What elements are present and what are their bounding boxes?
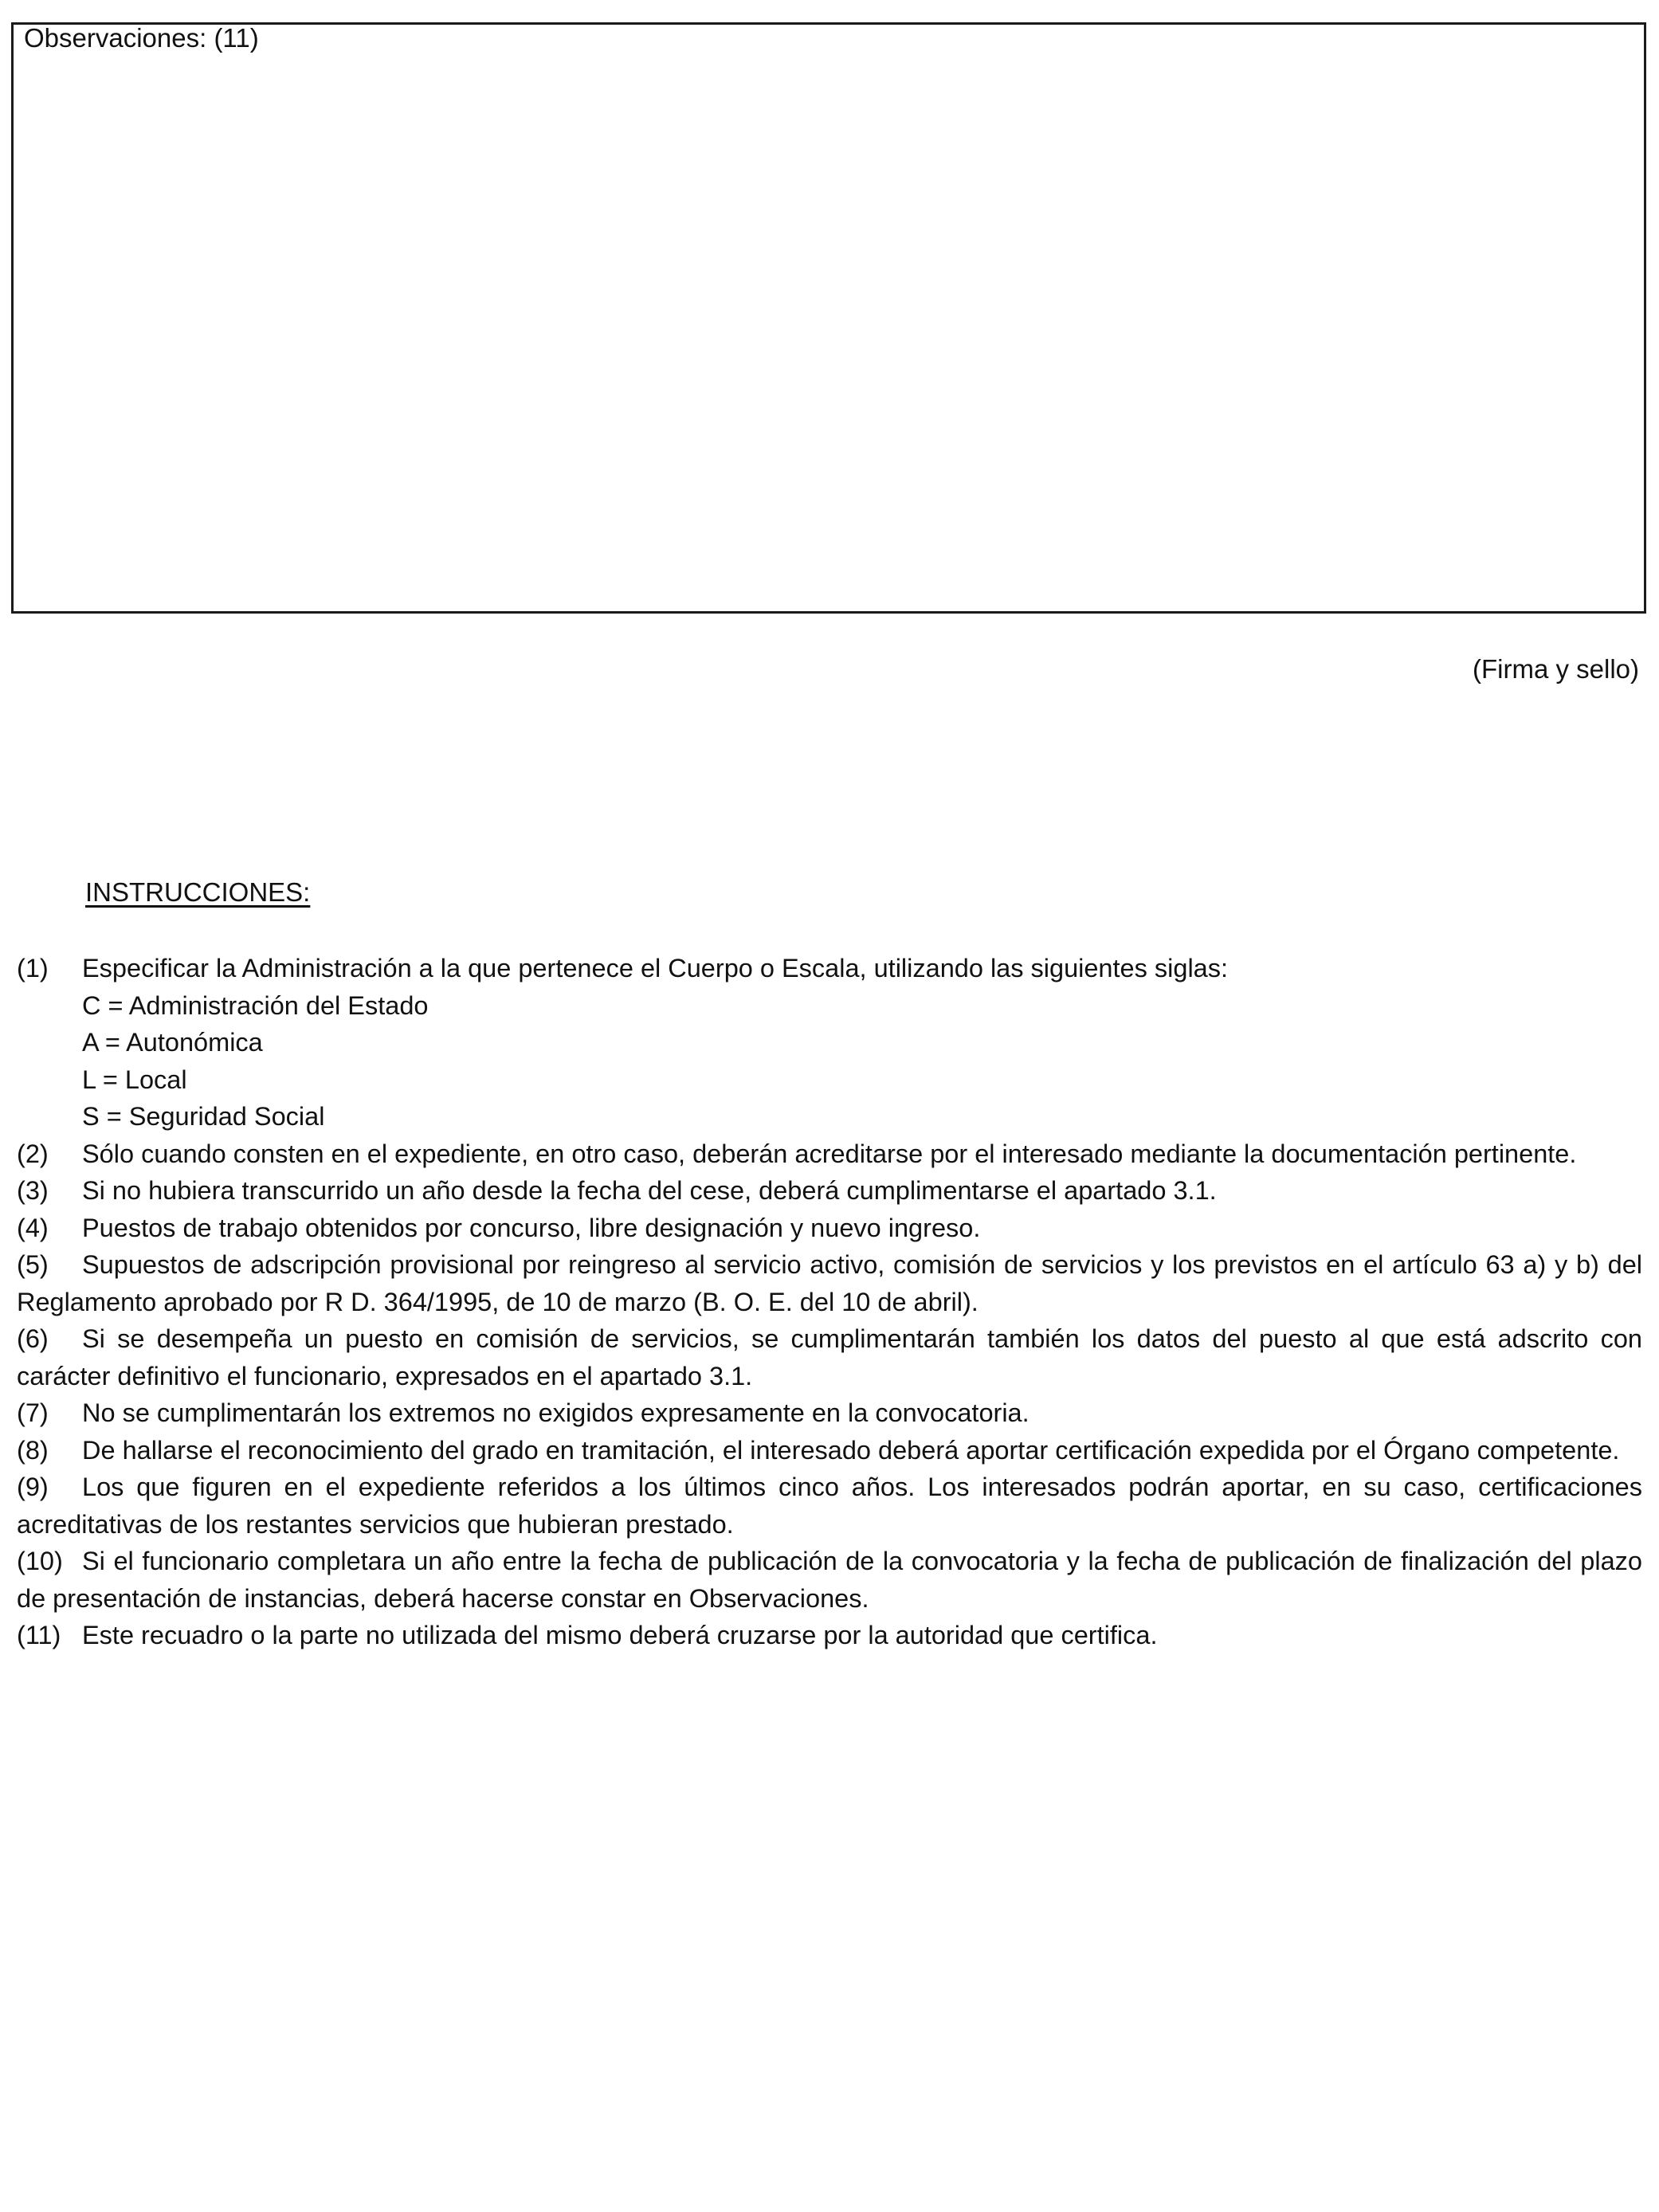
note-text: Si se desempeña un puesto en comisión de servicios, se cumplimentarán también los datos del puesto al que está adscrito con carácter definitivo el funcionario, expresados en el apartado 3.1. — [17, 1324, 1642, 1390]
note-text: Puestos de trabajo obtenidos por concurso, libre designación y nuevo ingreso. — [82, 1213, 981, 1242]
note-text: Los que figuren en el expediente referidos a los últimos cinco años. Los interesados podrán aportar, en su caso, certificaciones acreditativas de los restantes servicios que hubieran prestado. — [17, 1473, 1642, 1539]
note-text: Este recuadro o la parte no utilizada del mismo deberá cruzarse por la autoridad que certifica. — [82, 1621, 1158, 1649]
note-1 — [17, 950, 1642, 987]
sigla-l: L = Local — [82, 1065, 187, 1094]
note-5 — [17, 1246, 1642, 1320]
note-number: (1) — [17, 954, 49, 982]
note-text: Supuestos de adscripción provisional por reingreso al servicio activo, comisión de servicios y los previstos en el artículo 63 a) y b) del Reglamento aprobado por R D. 364/1995, de 10 de marzo (B. O. E. del 10 de abril). — [17, 1250, 1642, 1316]
sigla-s: S = Seguridad Social — [82, 1102, 325, 1131]
note-8 — [17, 1432, 1642, 1469]
note-7 — [17, 1394, 1642, 1432]
note-text: De hallarse el reconocimiento del grado en tramitación, el interesado deberá aportar certificación expedida por el Órgano competente. — [82, 1435, 1620, 1465]
note-number: (4) — [17, 1213, 49, 1242]
note-number: (5) — [17, 1250, 49, 1279]
instrucciones-heading: INSTRUCCIONES: — [85, 877, 311, 907]
firma-y-sello-label: (Firma y sello) — [1472, 654, 1639, 684]
note-number: (9) — [17, 1473, 49, 1501]
note-number: (6) — [17, 1324, 49, 1353]
instrucciones-list — [17, 950, 1642, 1654]
note-11 — [17, 1617, 1642, 1654]
note-number: (7) — [17, 1398, 49, 1427]
sigla-a: A = Autonómica — [82, 1028, 263, 1057]
note-text: Sólo cuando consten en el expediente, en otro caso, deberán acreditarse por el interesado mediante la documentación pertinente. — [82, 1139, 1577, 1168]
note-number: (8) — [17, 1435, 49, 1465]
note-text: No se cumplimentarán los extremos no exigidos expresamente en la convocatoria. — [82, 1398, 1030, 1427]
note-10 — [17, 1543, 1642, 1617]
note-4 — [17, 1210, 1642, 1247]
note-text: Especificar la Administración a la que pertenece el Cuerpo o Escala, utilizando las siguientes siglas: — [82, 954, 1229, 982]
note-6 — [17, 1320, 1642, 1394]
sigla-c: C = Administración del Estado — [82, 990, 429, 1020]
note-number: (11) — [17, 1621, 61, 1649]
note-9 — [17, 1469, 1642, 1543]
note-text: Si no hubiera transcurrido un año desde la fecha del cese, deberá cumplimentarse el apartado 3.1. — [82, 1176, 1217, 1205]
observaciones-box — [11, 22, 1646, 614]
note-number: (10) — [17, 1547, 63, 1575]
note-3 — [17, 1172, 1642, 1210]
note-number: (3) — [17, 1176, 49, 1205]
note-2 — [17, 1135, 1642, 1173]
note-number: (2) — [17, 1139, 49, 1168]
observaciones-label: Observaciones: (11) — [24, 23, 259, 53]
note-text: Si el funcionario completara un año entre la fecha de publicación de la convocatoria y la fecha de publicación de finalización del plazo de presentación de instancias, deberá hacerse constar en Observaciones. — [17, 1547, 1642, 1613]
